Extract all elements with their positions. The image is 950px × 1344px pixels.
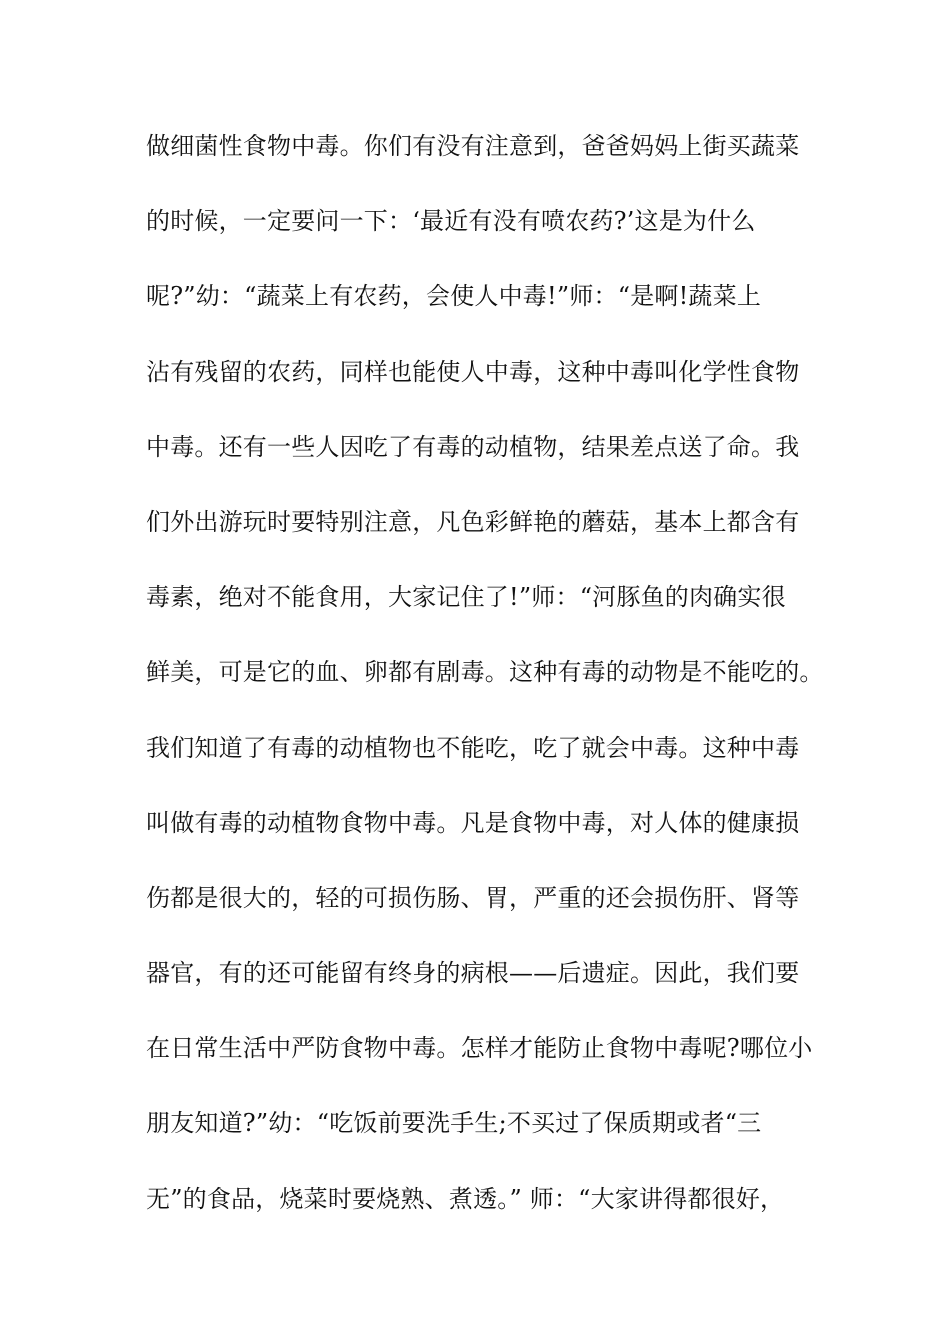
text-line: 做细菌性食物中毒。你们有没有注意到，爸爸妈妈上街买蔬菜: [146, 132, 800, 160]
text-line: 我们知道了有毒的动植物也不能吃，吃了就会中毒。这种中毒: [146, 733, 800, 762]
text-line: 鲜美，可是它的血、卵都有剧毒。这种有毒的动物是不能吃的。: [146, 658, 824, 687]
text-line: 器官，有的还可能留有终身的病根——后遗症。因此，我们要: [146, 959, 800, 988]
text-line: 在日常生活中严防食物中毒。怎样才能防止食物中毒呢?哪位小: [146, 1034, 813, 1063]
text-line: 呢?”幼：“蔬菜上有农药，会使人中毒!”师：“是啊!蔬菜上: [146, 282, 762, 311]
text-line: 沾有残留的农药，同样也能使人中毒，这种中毒叫化学性食物: [146, 357, 800, 386]
text-line: 无”的食品，烧菜时要烧熟、煮透。” 师：“大家讲得都很好，: [146, 1184, 785, 1213]
text-line: 中毒。还有一些人因吃了有毒的动植物，结果差点送了命。我: [146, 432, 800, 461]
text-line: 朋友知道?”幼：“吃饭前要洗手生;不买过了保质期或者“三: [146, 1109, 762, 1138]
body-text: [146, 130, 836, 1258]
text-line: 毒素，绝对不能食用，大家记住了!”师：“河豚鱼的肉确实很: [146, 583, 786, 612]
text-line: 叫做有毒的动植物食物中毒。凡是食物中毒，对人体的健康损: [146, 808, 800, 837]
text-line: 伤都是很大的，轻的可损伤肠、胃，严重的还会损伤肝、肾等: [146, 883, 800, 912]
text-line: 的时候，一定要问一下：‘最近有没有喷农药?’这是为什么: [146, 207, 756, 236]
text-line: 们外出游玩时要特别注意，凡色彩鲜艳的蘑菇，基本上都含有: [146, 507, 800, 536]
